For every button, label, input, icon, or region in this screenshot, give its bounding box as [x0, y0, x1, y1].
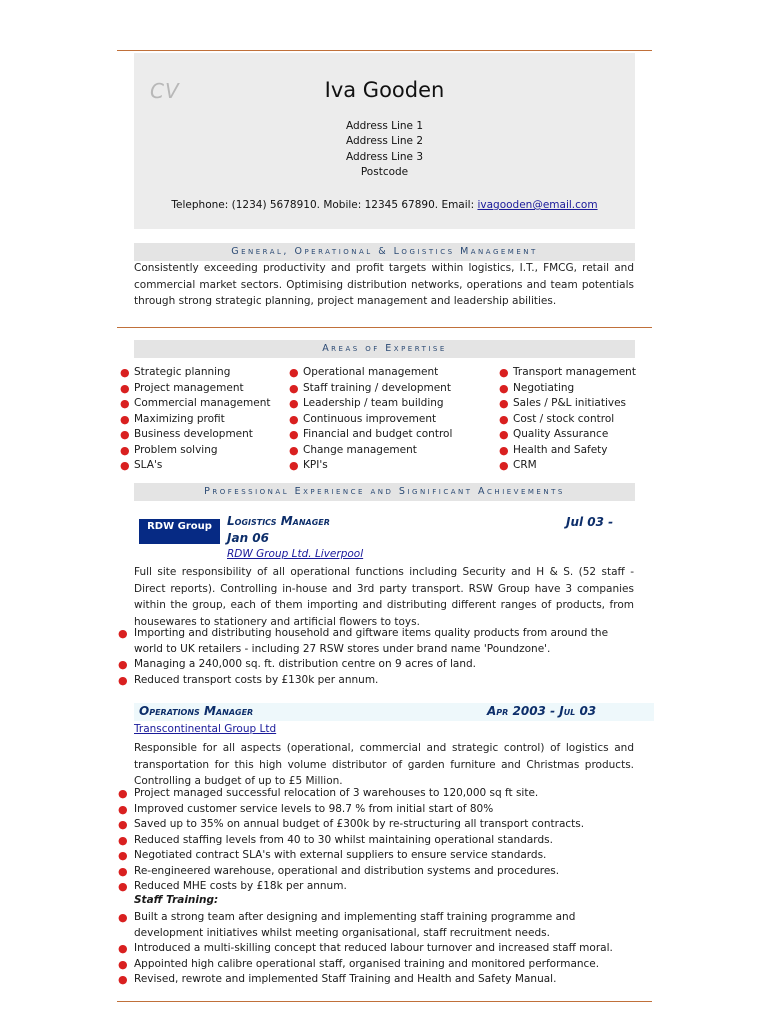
list-item: ● Reduced MHE costs by £18k per annum.	[118, 880, 347, 893]
bullet-icon: ●	[289, 459, 299, 472]
job2-company[interactable]: Transcontinental Group Ltd	[134, 723, 277, 735]
experience-heading: Professional Experience and Significant Achievements	[134, 483, 635, 501]
job2-summary: Responsible for all aspects (operational, commercial and strategic control) of logistics and transportation for this high volume distributor of garden furniture and Christmas products. Controlling a budget of up to £5 Million.	[134, 742, 634, 787]
list-item: ● Problem solving	[120, 443, 218, 457]
bullet-icon: ●	[120, 443, 130, 457]
list-item: ● Commercial management	[120, 397, 271, 410]
list-item: ● Managing a 240,000 sq. ft. distribution centre on 9 acres of land.	[118, 658, 476, 671]
expertise-column-2	[287, 365, 452, 474]
job1-summary: Full site responsibility of all operational functions including Security and H & S. (52 staff - Direct reports). Controlling in-house and 3rd party transport. RSW Group have 3 companies within the group, each of them importing and distributing different ranges of products, from housewares to stationery and artificial flowers to toys.	[134, 566, 634, 628]
bullet-icon: ●	[289, 366, 299, 379]
list-item: ● Leadership / team building	[289, 397, 444, 410]
profile-divider	[117, 327, 652, 328]
bullet-icon: ●	[499, 366, 509, 379]
rdw-group-logo: RDW Group	[139, 519, 220, 544]
address-line-1: Address Line 1	[345, 120, 424, 132]
bullet-icon: ●	[118, 818, 128, 831]
bullet-icon: ●	[289, 412, 299, 426]
address-postcode: Postcode	[360, 166, 409, 178]
staff-training-heading: Staff Training:	[134, 894, 219, 906]
cv-header	[134, 53, 635, 229]
list-item: ● Reduced staffing levels from 40 to 30 whilst maintaining operational standards.	[118, 833, 553, 847]
list-item: ● Reduced transport costs by £130k per annum.	[118, 673, 379, 687]
list-item: ● CRM	[499, 459, 537, 472]
staff-training-list	[117, 910, 637, 988]
list-item: ● Saved up to 35% on annual budget of £300k by re-structuring all transport contracts.	[118, 818, 585, 831]
list-item: ● Project managed successful relocation of 3 warehouses to 120,000 sq ft site.	[118, 787, 539, 800]
bullet-icon: ●	[499, 397, 509, 410]
job1-company[interactable]: RDW Group Ltd. Liverpool	[227, 548, 364, 560]
bullet-icon: ●	[499, 428, 509, 441]
list-item: ● Transport management	[499, 366, 636, 379]
list-item: ● Revised, rewrote and implemented Staff Training and Health and Safety Manual.	[118, 973, 557, 986]
bullet-icon: ●	[118, 942, 128, 955]
bullet-icon: ●	[118, 911, 128, 924]
list-item: ● SLA's	[120, 459, 163, 472]
bullet-icon: ●	[289, 428, 299, 441]
bullet-icon: ●	[120, 381, 130, 395]
job2-title: Operations Manager	[139, 704, 254, 718]
bullet-icon: ●	[499, 381, 509, 395]
bullet-icon: ●	[120, 366, 130, 379]
address-line-3: Address Line 3	[345, 151, 424, 163]
bullet-icon: ●	[120, 412, 130, 426]
list-item: ● Maximizing profit	[120, 412, 225, 426]
job1-dates-end: Jan 06	[227, 531, 269, 545]
list-item: ● KPI's	[289, 459, 328, 472]
bullet-icon: ●	[118, 864, 128, 878]
contact-line	[134, 199, 635, 211]
list-item: ● Strategic planning	[120, 366, 231, 379]
bullet-icon: ●	[118, 787, 128, 800]
email-link[interactable]: ivagooden@email.com	[477, 199, 598, 211]
bullet-icon: ●	[289, 397, 299, 410]
profile-summary: Consistently exceeding productivity and profit targets within logistics, I.T., FMCG, retail and commercial market sectors. Optimising distribution networks, operations and team potentials through strong strategic planning, project management and leadership abilities.	[134, 262, 634, 307]
bullet-icon: ●	[120, 459, 130, 472]
job2-dates: Apr 2003 - Jul 03	[487, 704, 597, 718]
expertise-column-1	[118, 365, 270, 474]
list-item: ● Built a strong team after designing and implementing staff training programme and development initiatives whilst meeting organisational, staff recruitment needs.	[118, 911, 576, 939]
bullet-icon: ●	[120, 397, 130, 410]
profile-heading: General, Operational & Logistics Management	[134, 243, 635, 261]
list-item: ● Project management	[120, 381, 244, 395]
job1-title: Logistics Manager	[227, 514, 330, 528]
contact-text: Telephone: (1234) 5678910. Mobile: 12345 67890. Email:	[171, 199, 478, 211]
bullet-icon: ●	[118, 658, 128, 671]
bullet-icon: ●	[118, 973, 128, 986]
bullet-icon: ●	[289, 381, 299, 395]
bullet-icon: ●	[120, 428, 130, 441]
job2-achievements	[117, 786, 637, 895]
list-item: ● Appointed high calibre operational staff, organised training and monitored performance.	[118, 957, 600, 971]
expertise-column-3	[497, 365, 636, 474]
list-item: ● Negotiated contract SLA's with external suppliers to ensure service standards.	[118, 849, 547, 862]
bullet-icon: ●	[289, 443, 299, 457]
list-item: ● Continuous improvement	[289, 412, 437, 426]
list-item: ● Change management	[289, 443, 417, 457]
bullet-icon: ●	[499, 443, 509, 457]
top-divider	[117, 50, 652, 51]
bullet-icon: ●	[118, 673, 128, 687]
list-item: ● Business development	[120, 428, 253, 441]
bullet-icon: ●	[499, 412, 509, 426]
bullet-icon: ●	[118, 627, 128, 640]
cv-watermark: CV	[150, 79, 180, 103]
bullet-icon: ●	[499, 459, 509, 472]
bullet-icon: ●	[118, 802, 128, 816]
list-item: ● Operational management	[289, 366, 439, 379]
list-item: ● Quality Assurance	[499, 428, 609, 441]
job1-dates-start: Jul 03 -	[566, 515, 614, 529]
job1-achievements	[117, 626, 637, 688]
bullet-icon: ●	[118, 880, 128, 893]
list-item: ● Sales / P&L initiatives	[499, 397, 627, 410]
candidate-name: Iva Gooden	[324, 78, 445, 102]
list-item: ● Importing and distributing household and giftware items quality products from around the world to UK retailers - including 27 RSW stores under brand name 'Poundzone'.	[118, 627, 609, 655]
bottom-divider	[117, 1001, 652, 1002]
list-item: ● Re-engineered warehouse, operational and distribution systems and procedures.	[118, 864, 560, 878]
address-line-2: Address Line 2	[345, 135, 424, 147]
list-item: ● Negotiating	[499, 381, 575, 395]
list-item: ● Financial and budget control	[289, 428, 453, 441]
list-item: ● Improved customer service levels to 98.7 % from initial start of 80%	[118, 802, 494, 816]
bullet-icon: ●	[118, 957, 128, 971]
bullet-icon: ●	[118, 849, 128, 862]
list-item: ● Introduced a multi-skilling concept that reduced labour turnover and increased staff moral.	[118, 942, 613, 955]
list-item: ● Staff training / development	[289, 381, 451, 395]
bullet-icon: ●	[118, 833, 128, 847]
list-item: ● Health and Safety	[499, 443, 608, 457]
expertise-heading: Areas of Expertise	[134, 340, 635, 358]
list-item: ● Cost / stock control	[499, 412, 615, 426]
